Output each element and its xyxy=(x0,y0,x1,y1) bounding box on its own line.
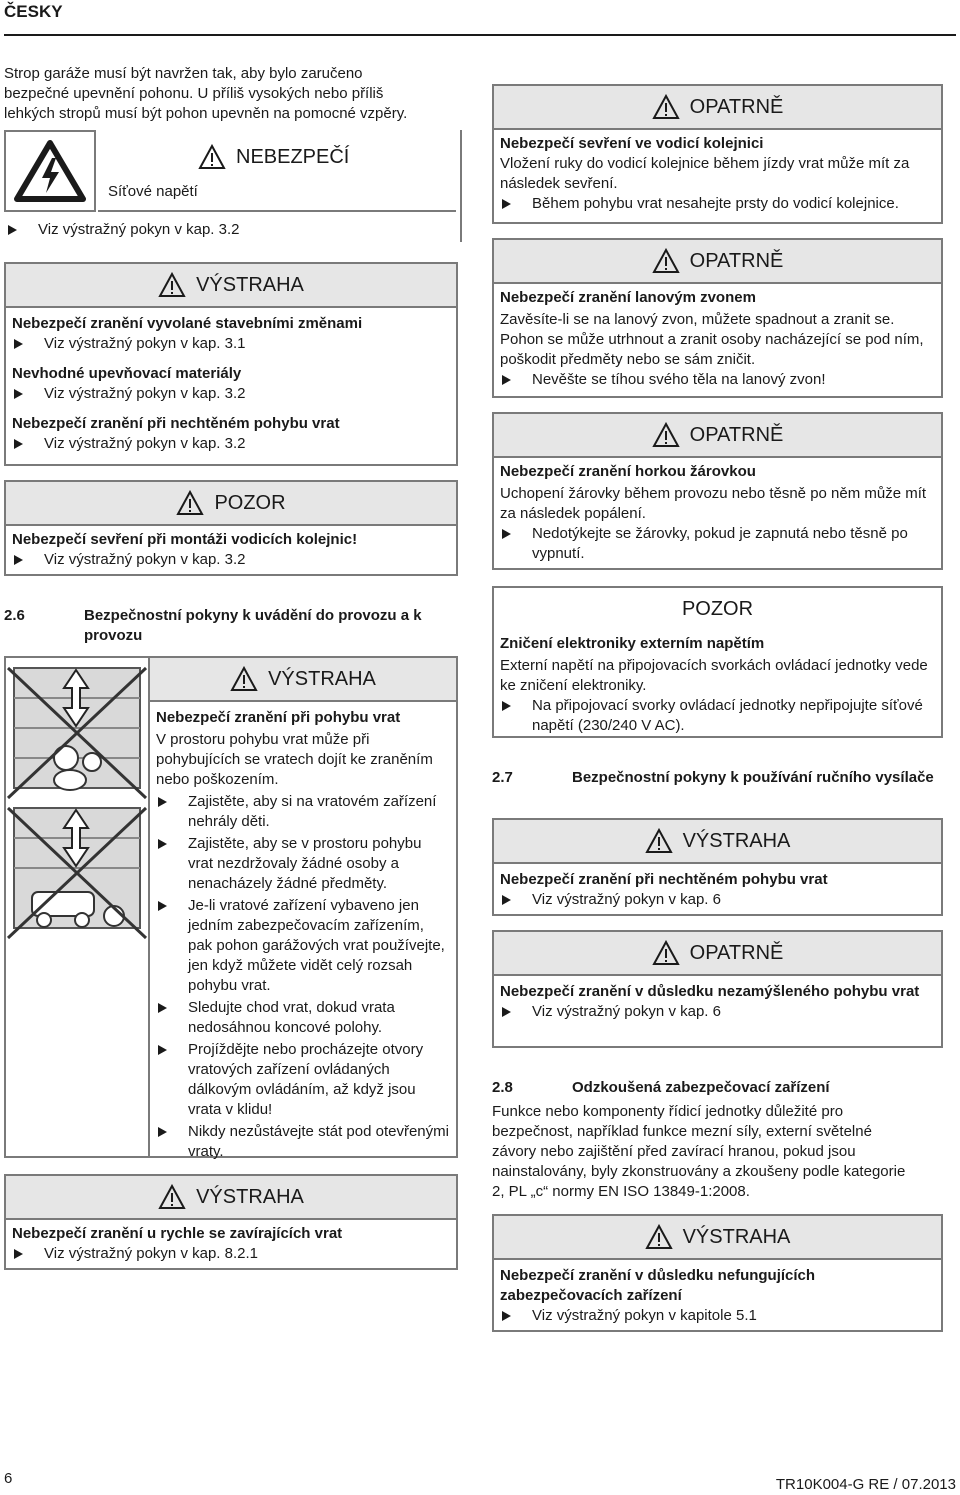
warning-structural-box: VÝSTRAHA Nebezpečí zranění vyvolané stavebními změnami Viz výstražný pokyn v kap. 3.1 Nevhodné upevňovací materiály Viz výstražný pokyn v kap. 3.2 Nebezpečí zranění při nechtěném pohybu vrat Viz výstražný pokyn v kap. 3.2 xyxy=(4,262,458,466)
header-divider xyxy=(4,34,956,36)
bullet-arrow-icon xyxy=(156,834,188,894)
intro-text: Strop garáže musí být navržen tak, aby bylo zaručeno bezpečné upevnění pohonu. U příliš vysokých nebo příliš lehkých stropů musí být pohon upevněn na pomocné vzpěry. xyxy=(4,65,408,122)
warning-triangle-icon xyxy=(645,828,673,854)
bullet-arrow-icon xyxy=(12,334,44,354)
warning-unintended-header: VÝSTRAHA xyxy=(494,820,941,864)
hazard-illustration xyxy=(4,656,148,1158)
danger-label: Síťové napětí xyxy=(108,183,198,200)
caution-bulb-box: OPATRNĚ Nebezpečí zranění horkou žárovkou Uchopení žárovky během provozu nebo těsně po něm může mít za následek popálení. Nedotýkejte se žárovky, pokud je zapnutá nebo těsně po vypnutí. xyxy=(492,412,943,570)
bullet-arrow-icon xyxy=(12,550,44,570)
bullet-arrow-icon xyxy=(156,1040,188,1120)
notice-voltage-box: POZOR Zničení elektroniky externím napětím Externí napětí na připojovacích svorkách ovládací jednotky vede ke zničení elektroniky. Na připojovací svorky ovládací jednotky nepřipojujte síťové napětí (230/240 V AC). xyxy=(492,586,943,738)
notice-voltage-header: POZOR xyxy=(494,588,941,630)
bullet-arrow-icon xyxy=(500,1306,532,1326)
caution-rope-box: OPATRNĚ Nebezpečí zranění lanovým zvonem Zavěsíte-li se na lanový zvon, můžete spadnout a zranit se. Pohon se může utrhnout a zranit osoby nacházející se pod ním, poškodit předměty nebo se sám zničit. Nevěšte se tíhou svého těla na lanový zvon! xyxy=(492,238,943,398)
bullet-arrow-icon xyxy=(156,1122,188,1162)
warning-triangle-icon xyxy=(652,422,680,448)
danger-mains-block xyxy=(4,130,458,242)
language-label: ČESKY xyxy=(4,2,63,21)
warning-triangle-icon xyxy=(158,272,186,298)
bullet-arrow-icon xyxy=(500,696,532,736)
warning-triangle-icon xyxy=(230,666,258,692)
caution-bulb-header: OPATRNĚ xyxy=(494,414,941,458)
section-2-8-heading: 2.8 Odzkoušená zabezpečovací zařízení xyxy=(492,1079,830,1096)
bullet-arrow-icon xyxy=(156,998,188,1038)
bullet-arrow-icon xyxy=(156,792,188,832)
caution-rails-mount-box: POZOR Nebezpečí sevření při montáži vodicích kolejnic! Viz výstražný pokyn v kap. 3.2 xyxy=(4,480,458,576)
bullet-arrow-icon xyxy=(500,524,532,564)
high-voltage-icon xyxy=(14,140,86,202)
section-2-8-text: Funkce nebo komponenty řídicí jednotky důležité pro bezpečnost, například funkce mezní síly, externí světelné závory nebo zajištění před zavírací hranou, pokud jsou nainstalovány, byly zkonstruovány a zkoušeny podle kategorie 2, PL „c“ normy EN ISO 13849-1:2008. xyxy=(492,1103,906,1200)
bullet-arrow-icon xyxy=(500,194,532,214)
caution-rails-mount-header: POZOR xyxy=(6,482,456,526)
warning-fast-close-box: VÝSTRAHA Nebezpečí zranění u rychle se zavírajících vrat Viz výstražný pokyn v kap. 8.2.1 xyxy=(4,1174,458,1270)
caution-unintended-header: OPATRNĚ xyxy=(494,932,941,976)
section-2-7-heading: 2.7 Bezpečnostní pokyny k používání ručního vysílače xyxy=(492,769,934,786)
section-2-6-heading: 2.6 Bezpečnostní pokyny k uvádění do provozu a k provozu xyxy=(4,607,422,644)
warning-triangle-icon xyxy=(652,94,680,120)
bullet-arrow-icon xyxy=(156,896,188,996)
danger-title-area xyxy=(98,130,456,212)
warning-triangle-icon xyxy=(652,940,680,966)
bullet-arrow-icon xyxy=(6,220,38,240)
warning-door-motion-header: VÝSTRAHA xyxy=(150,658,456,702)
warning-triangle-icon xyxy=(158,1184,186,1210)
caution-unintended-box: OPATRNĚ Nebezpečí zranění v důsledku nezamýšleného pohybu vrat Viz výstražný pokyn v kap. 6 xyxy=(492,930,943,1048)
warning-structural-header: VÝSTRAHA xyxy=(6,264,456,308)
bullet-arrow-icon xyxy=(12,434,44,454)
danger-title: NEBEZPEČÍ xyxy=(198,144,349,170)
warning-nonfunctional-header: VÝSTRAHA xyxy=(494,1216,941,1260)
bullet-arrow-icon xyxy=(12,1244,44,1264)
warning-door-motion-box: VÝSTRAHA Nebezpečí zranění při pohybu vrat V prostoru pohybu vrat může při pohybujících se vratech dojít ke zraněním nebo poškozením. Zajistěte, aby si na vratovém zařízení nehrály děti. Zajistěte, aby se v prostoru pohybu vrat nezdržovaly žádné osoby a nenacházely žádné předměty. Je-li vratové zařízení vybaveno jen jedním zabezpečovacím zařízením, pak pohon garážových vrat používejte, jen když můžete vidět celý rozsah pohybu vrat. Sledujte chod vrat, dokud vrata nedosáhnou koncové polohy. Projíždějte nebo procházejte otvory vratových zařízení ovládaných dálkovým ovládáním, až když jsou vrata v klidu! Nikdy nezůstávejte stát pod otevřenými vraty. xyxy=(148,656,458,1158)
bullet-arrow-icon xyxy=(500,370,532,390)
electric-hazard-sign xyxy=(4,130,96,212)
document-reference: TR10K004-G RE / 07.2013 xyxy=(775,1476,956,1493)
danger-step: Viz výstražný pokyn v kap. 3.2 xyxy=(6,220,446,240)
children-play-illustration xyxy=(6,658,148,1156)
bullet-arrow-icon xyxy=(12,384,44,404)
warning-nonfunctional-box: VÝSTRAHA Nebezpečí zranění v důsledku nefungujících zabezpečovacích zařízení Viz výstražný pokyn v kapitole 5.1 xyxy=(492,1214,943,1332)
warning-triangle-icon xyxy=(198,144,226,170)
caution-rail-box: OPATRNĚ Nebezpečí sevření ve vodicí kolejnici Vložení ruky do vodicí kolejnice během jízdy vrat může mít za následek sevření. Během pohybu vrat nesahejte prsty do vodicí kolejnice. xyxy=(492,84,943,224)
warning-unintended-box: VÝSTRAHA Nebezpečí zranění při nechtěném pohybu vrat Viz výstražný pokyn v kap. 6 xyxy=(492,818,943,916)
caution-rail-header: OPATRNĚ xyxy=(494,86,941,130)
warning-triangle-icon xyxy=(645,1224,673,1250)
warning-fast-close-header: VÝSTRAHA xyxy=(6,1176,456,1220)
page-number: 6 xyxy=(4,1470,13,1487)
caution-rope-header: OPATRNĚ xyxy=(494,240,941,284)
bullet-arrow-icon xyxy=(500,1002,532,1022)
warning-triangle-icon xyxy=(652,248,680,274)
bullet-arrow-icon xyxy=(500,890,532,910)
warning-triangle-icon xyxy=(176,490,204,516)
